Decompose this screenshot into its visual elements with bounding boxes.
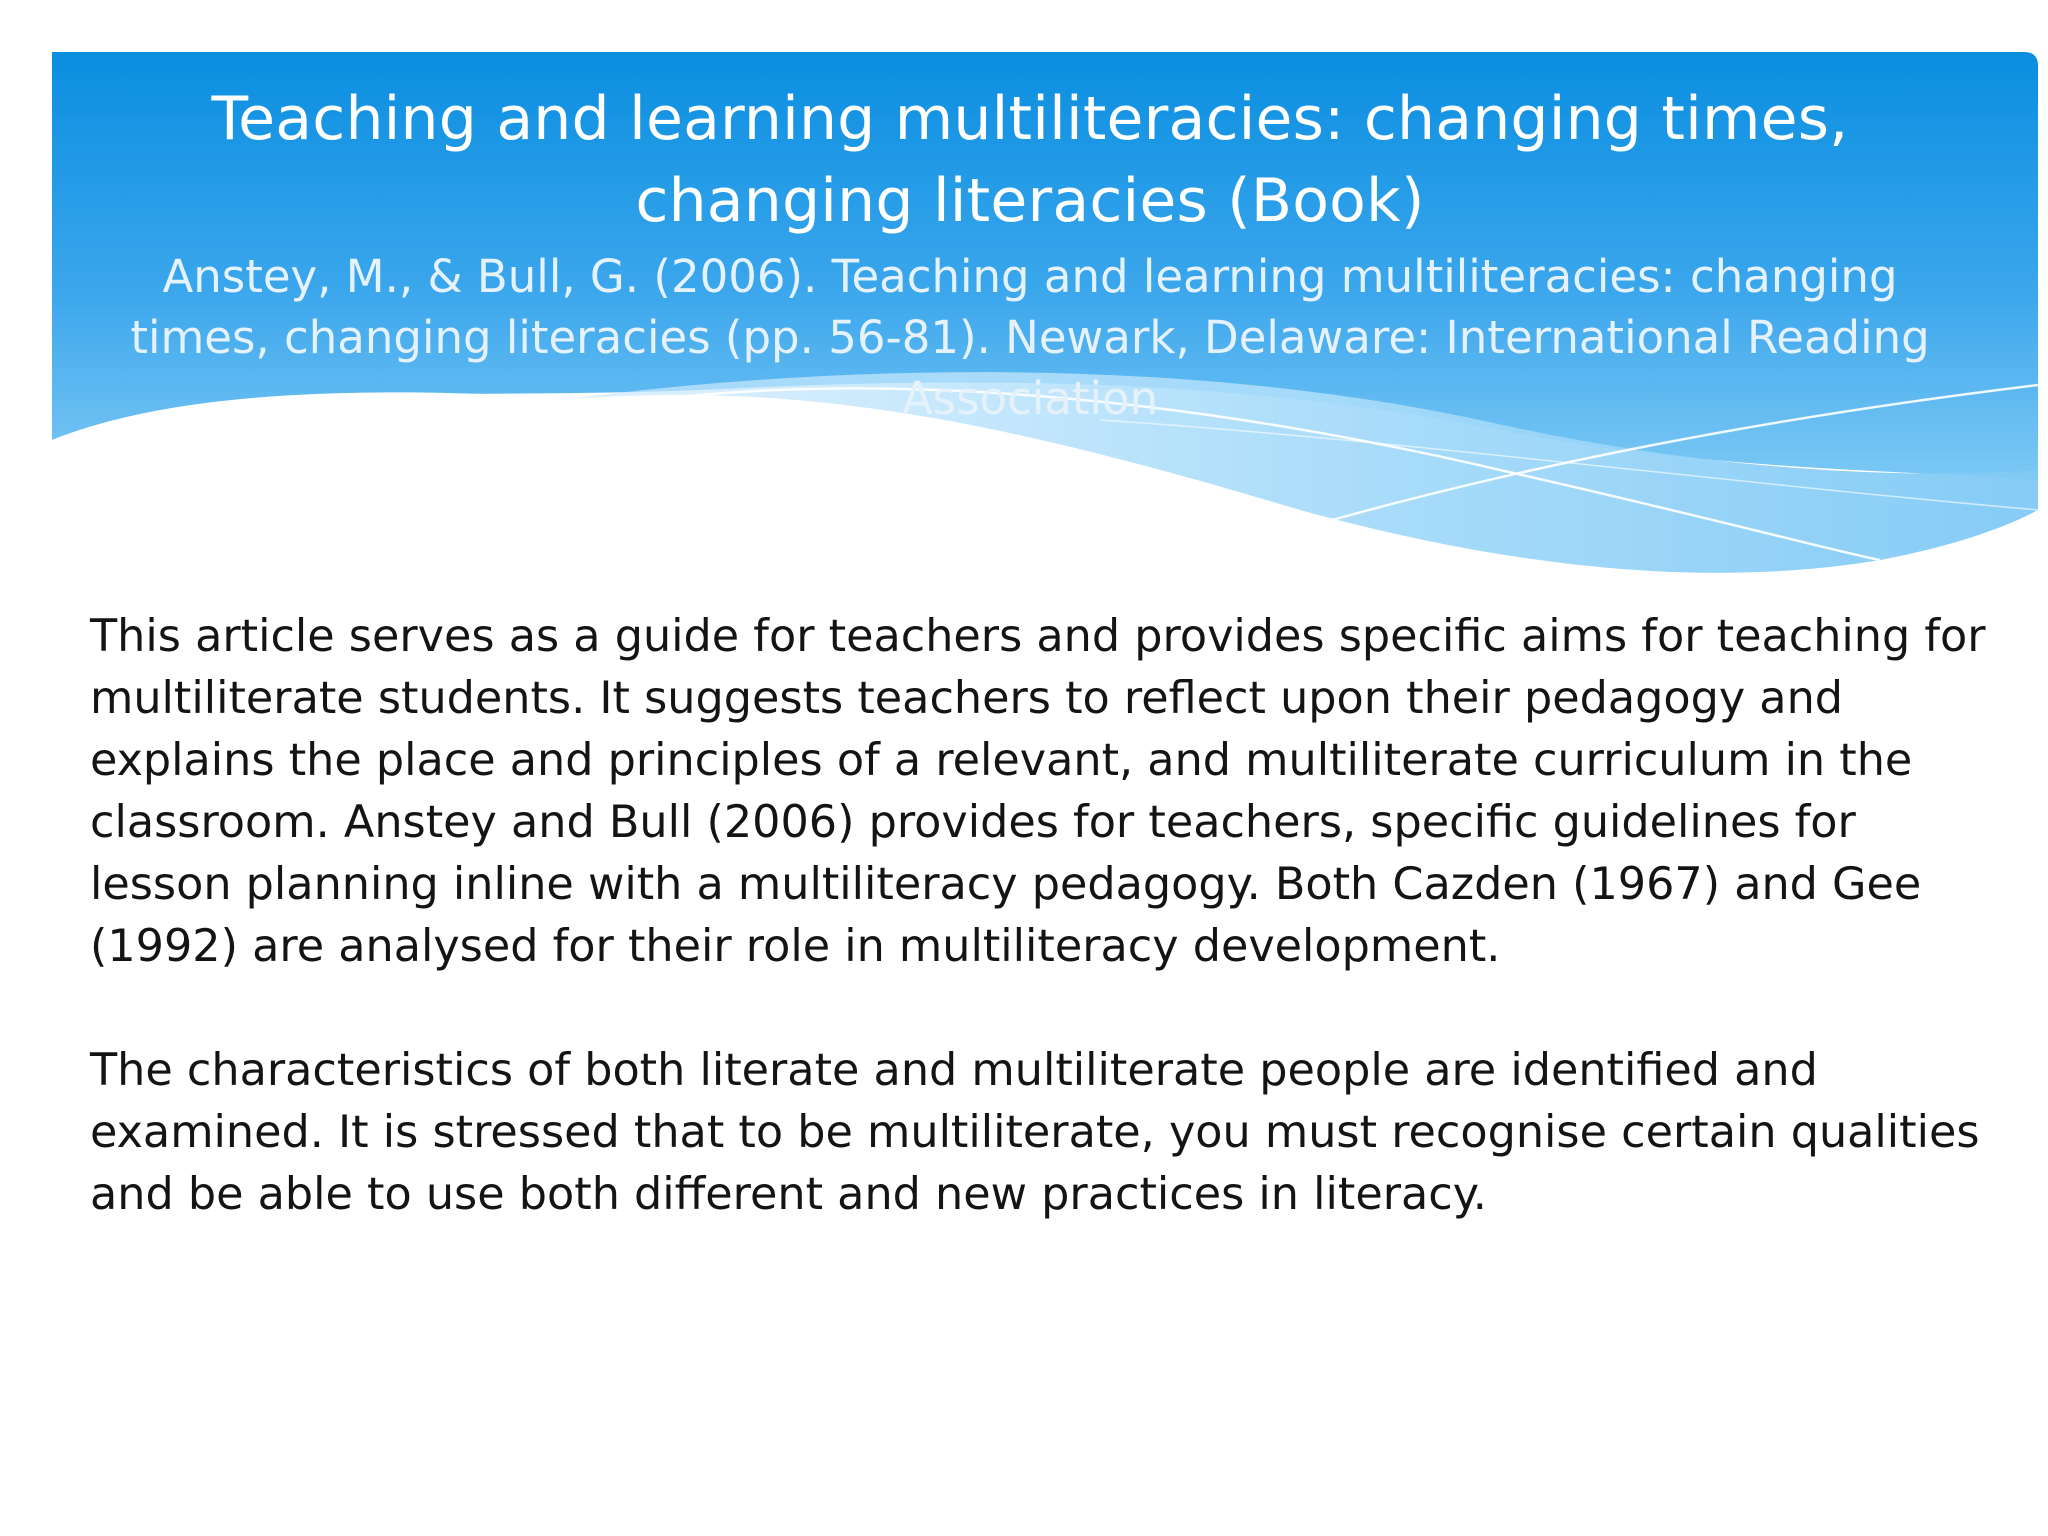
body-paragraph-1: This article serves as a guide for teachers and provides specific aims for teaching for multiliterate students. It suggests teachers to reflect upon their pedagogy and explains the place and principles of a relevant, and multiliterate curriculum in the classroom. Anstey and Bull (2006) provides for teachers, specific guidelines for lesson planning inline with a multiliteracy pedagogy. Both Cazden (1967) and Gee (1992) are analysed for their role in multiliteracy development. [90,611,1986,972]
body-text [90,606,2010,1226]
body-paragraph-2: The characteristics of both literate and multiliterate people are identified and examined. It is stressed that to be multiliterate, you must recognise certain qualities and be able to use both different and new practices in literacy. [90,1045,1980,1220]
title-block [100,78,1960,429]
slide-title: Teaching and learning multiliteracies: changing times, changing literacies (Book) [211,84,1849,236]
slide-citation: Anstey, M., & Bull, G. (2006). Teaching and learning multiliteracies: changing times, changing literacies (pp. 56-81). Newark, Delaware: International Reading Association [130,250,1930,425]
